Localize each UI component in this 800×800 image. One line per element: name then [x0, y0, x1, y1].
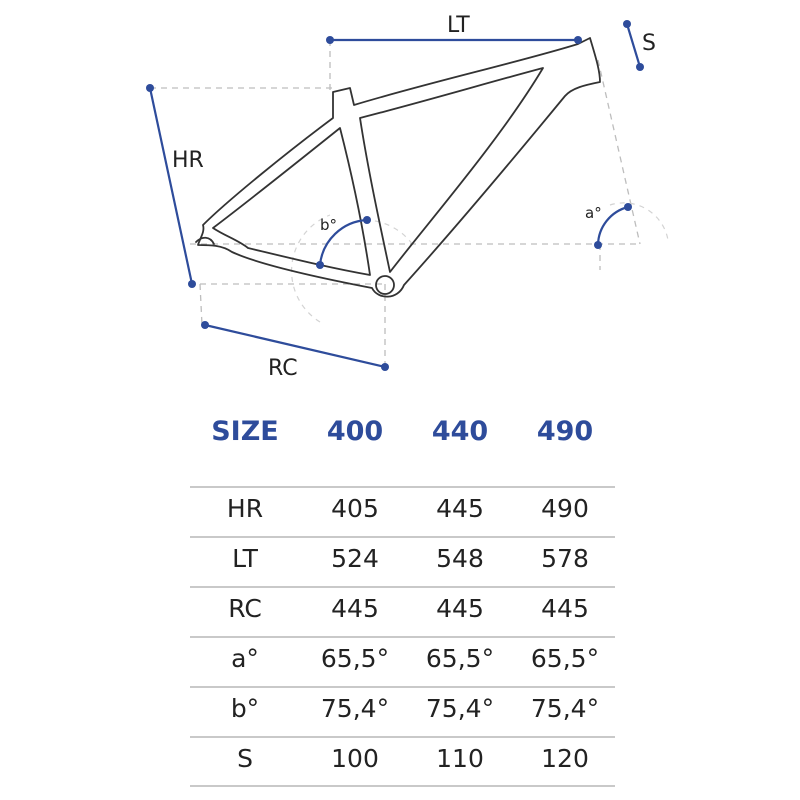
row-divider [190, 586, 615, 588]
b-label: b° [320, 216, 338, 234]
size-440-header: 440 [431, 416, 489, 447]
cell-400: 100 [331, 744, 379, 773]
cell-440: 548 [436, 544, 484, 573]
table-row-s [190, 736, 615, 786]
hr-label: HR [172, 148, 204, 173]
a-angle-arc [598, 207, 628, 245]
row-divider [190, 686, 615, 688]
table-row-rc [190, 586, 615, 636]
cell-400: 405 [331, 494, 379, 523]
row-label: HR [226, 494, 264, 523]
table-row-lt [190, 536, 615, 586]
size-400-header: 400 [326, 416, 384, 447]
cell-440: 110 [436, 744, 484, 773]
cell-490: 490 [541, 494, 589, 523]
cell-400: 75,4° [320, 694, 390, 723]
cell-490: 75,4° [530, 694, 600, 723]
rc-label: RC [268, 356, 298, 381]
s-label: S [642, 31, 656, 56]
cell-440: 75,4° [425, 694, 495, 723]
dimension-endpoints [146, 20, 644, 371]
size-490-header: 490 [536, 416, 594, 447]
guide-lines [150, 40, 640, 365]
row-label: b° [230, 694, 260, 723]
table-row-a-angle [190, 636, 615, 686]
lt-label: LT [447, 13, 470, 38]
row-label: a° [231, 644, 259, 673]
dimension-lines [150, 24, 640, 367]
cell-490: 578 [541, 544, 589, 573]
row-divider [190, 636, 615, 638]
bike-frame [196, 38, 600, 297]
cell-400: 65,5° [320, 644, 390, 673]
row-divider [190, 486, 615, 488]
cell-490: 120 [541, 744, 589, 773]
cell-400: 445 [331, 594, 379, 623]
size-header: SIZE [211, 416, 279, 447]
row-label: LT [232, 544, 258, 573]
cell-440: 65,5° [425, 644, 495, 673]
cell-490: 445 [541, 594, 589, 623]
table-row-hr [190, 486, 615, 536]
s-dimension-line [627, 24, 640, 67]
cell-490: 65,5° [530, 644, 600, 673]
row-label: RC [228, 594, 262, 623]
table-bottom-rule [190, 785, 615, 787]
a-label: a° [585, 204, 602, 222]
cell-400: 524 [331, 544, 379, 573]
row-label: S [237, 744, 253, 773]
cell-440: 445 [436, 594, 484, 623]
table-row-b-angle [190, 686, 615, 736]
row-divider [190, 536, 615, 538]
hr-dimension-line [150, 88, 192, 284]
cell-440: 445 [436, 494, 484, 523]
row-divider [190, 736, 615, 738]
angle-guide-arcs [292, 203, 668, 322]
